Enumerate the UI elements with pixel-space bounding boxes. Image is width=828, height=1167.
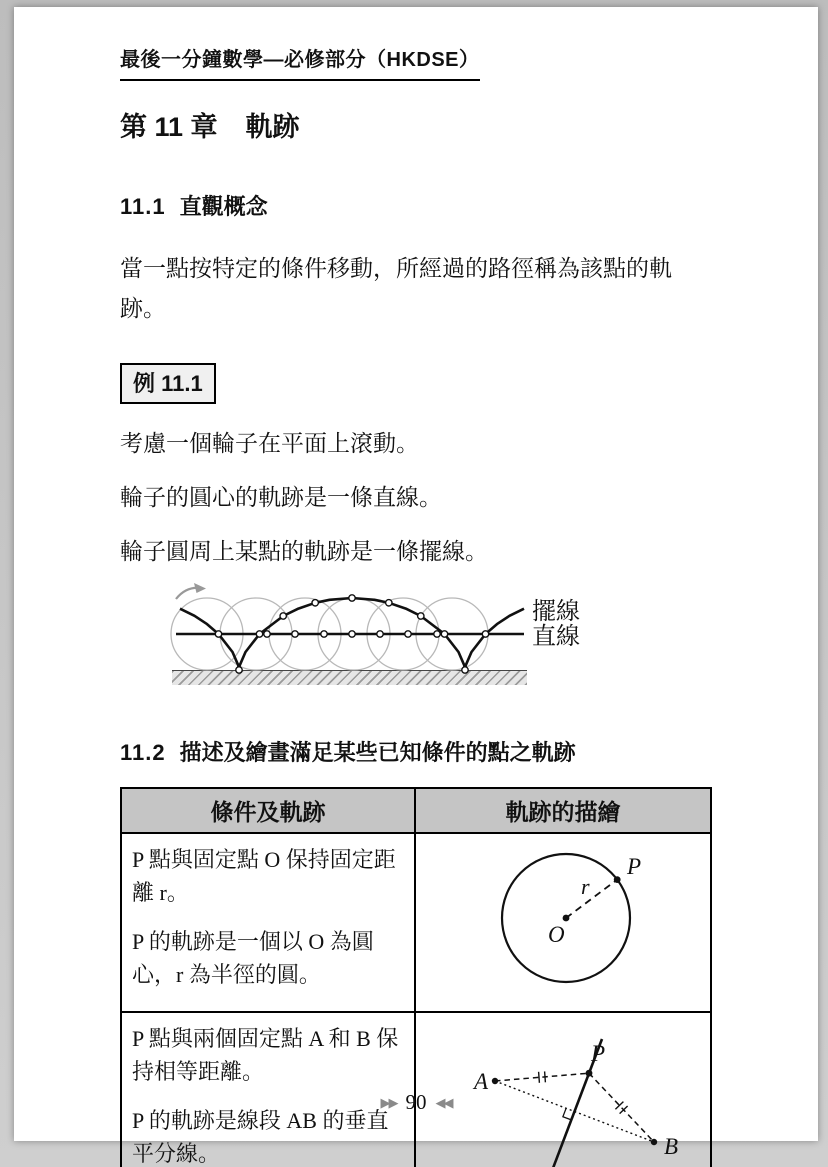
radius-dashed-line bbox=[566, 880, 617, 918]
condition-cell-1 bbox=[121, 833, 415, 1012]
sketch-cell-1 bbox=[415, 833, 711, 1012]
page-content bbox=[14, 7, 714, 1167]
label-P: P bbox=[591, 1041, 606, 1067]
point-P bbox=[586, 1070, 593, 1077]
label-P: P bbox=[627, 854, 642, 880]
table-header-row bbox=[121, 788, 711, 833]
cycloid-diagram bbox=[132, 582, 602, 690]
cycloid-label: 擺線 bbox=[532, 599, 580, 626]
page-footer bbox=[14, 1090, 818, 1115]
circle-locus-svg bbox=[426, 838, 716, 996]
condition-1-text-1: P 點與固定點 O 保持固定距離 r。 bbox=[132, 847, 396, 906]
section-11-2-heading bbox=[120, 736, 714, 767]
table-row-circle-locus bbox=[121, 833, 711, 1012]
label-r: r bbox=[581, 874, 590, 900]
cycloid-svg bbox=[132, 582, 602, 690]
example-label: 例 11.1 bbox=[133, 371, 203, 397]
condition-2-text-1: P 點與兩個固定點 A 和 B 保持相等距離。 bbox=[132, 1026, 399, 1085]
point-A bbox=[492, 1078, 498, 1084]
intro-paragraph: 當一點按特定的條件移動，所經過的路徑稱為該點的軌跡。 bbox=[120, 256, 672, 322]
book-title-header: 最後一分鐘數學—必修部分（HKDSE） bbox=[120, 43, 480, 81]
chapter-heading bbox=[120, 105, 714, 144]
label-B: B bbox=[664, 1134, 679, 1160]
rolling-arrow-icon bbox=[176, 583, 206, 599]
header-condition: 條件及軌跡 bbox=[121, 788, 415, 833]
page-number: 90 bbox=[405, 1090, 427, 1114]
section-11-1-heading bbox=[120, 190, 714, 221]
document-page bbox=[14, 7, 818, 1167]
footer-left-arrows-icon: ▶▶ bbox=[380, 1095, 397, 1110]
section-number: 11.1 bbox=[120, 194, 166, 219]
condition-1-text-2: P 的軌跡是一個以 O 為圓心，r 為半徑的圓。 bbox=[132, 929, 374, 988]
footer-right-arrows-icon: ◀◀ bbox=[435, 1095, 452, 1110]
section-number: 11.2 bbox=[120, 740, 166, 766]
point-B bbox=[651, 1139, 657, 1145]
label-O: O bbox=[548, 922, 565, 948]
example-line-1: 考慮一個輪子在平面上滾動。 bbox=[120, 431, 419, 457]
condition-2-text-2: P 的軌跡是線段 AB 的垂直平分線。 bbox=[132, 1108, 389, 1167]
centre-point-O bbox=[563, 915, 570, 922]
segment-AP-dashed bbox=[495, 1073, 589, 1081]
straight-line-label: 直線 bbox=[532, 624, 580, 651]
example-line-3: 輪子圓周上某點的軌跡是一條擺線。 bbox=[120, 539, 488, 565]
chapter-name: 軌跡 bbox=[245, 112, 300, 142]
example-line-2: 輪子的圓心的軌跡是一條直線。 bbox=[120, 485, 442, 511]
section-title: 直觀概念 bbox=[179, 194, 268, 219]
header-sketch: 軌跡的描繪 bbox=[415, 788, 711, 833]
chapter-number: 第 11 章 bbox=[120, 112, 218, 142]
section-title: 描述及繪畫滿足某些已知條件的點之軌跡 bbox=[179, 740, 576, 766]
example-label-box bbox=[120, 363, 216, 404]
point-P bbox=[614, 876, 621, 883]
label-A: A bbox=[474, 1069, 489, 1095]
